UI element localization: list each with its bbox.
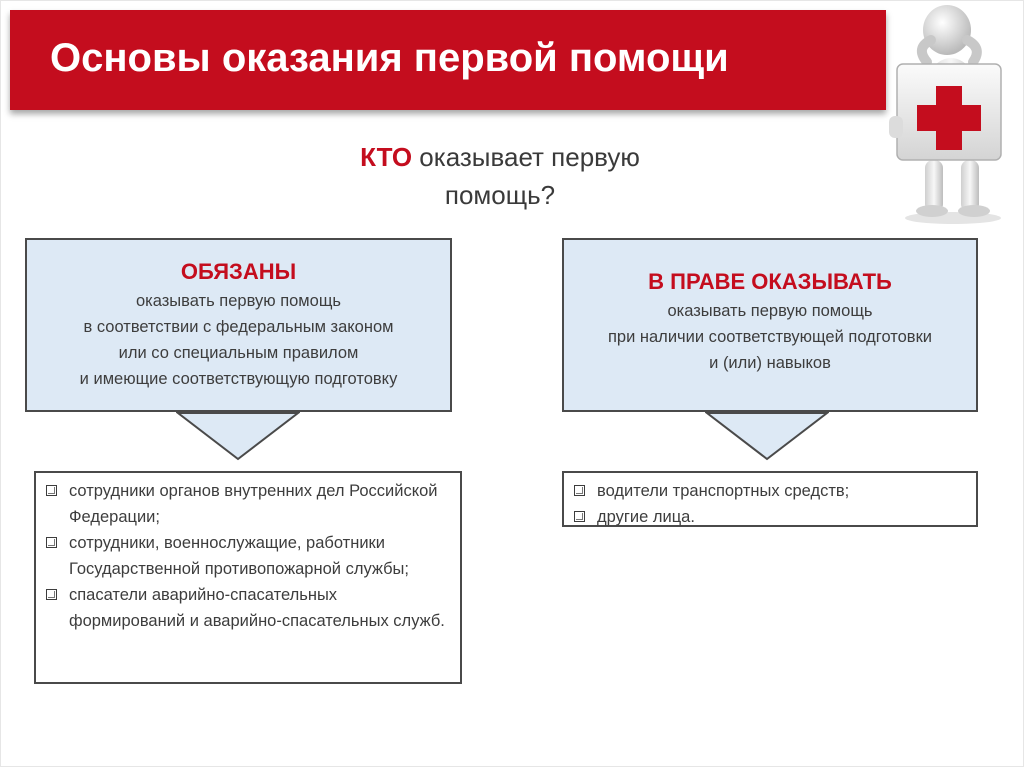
list-item-text: водители транспортных средств; (597, 482, 850, 500)
checkbox-bullet-icon (46, 485, 57, 496)
obligated-box (25, 238, 452, 412)
entitled-line: и (или) навыков (709, 354, 831, 372)
obligated-line: или со специальным правилом (118, 344, 359, 362)
obligated-line: оказывать первую помощь (135, 292, 341, 310)
entitled-line: при наличии соответствующей подготовки (607, 328, 933, 346)
list-item (574, 504, 968, 530)
first-aid-kit-figure-icon (885, 0, 1015, 230)
list-item (46, 530, 452, 582)
list-item-text: спасатели аварийно-спасательных формирований и аварийно-спасательных служб. (69, 586, 445, 630)
question-accent: КТО (360, 142, 413, 172)
title-bar (10, 10, 886, 110)
obligated-line: в соответствии с федеральным законом (83, 318, 394, 336)
entitled-line: оказывать первую помощь (667, 302, 873, 320)
list-item-text: сотрудники, военнослужащие, работники Государственной противопожарной службы; (69, 534, 409, 578)
entitled-title: В ПРАВЕ ОКАЗЫВАТЬ (648, 269, 892, 294)
checkbox-bullet-icon (574, 511, 585, 522)
question-text (320, 138, 680, 214)
checkbox-bullet-icon (46, 537, 57, 548)
slide-title: Основы оказания первой помощи (50, 36, 729, 80)
list-item (46, 582, 452, 634)
entitled-list (562, 471, 978, 527)
checkbox-bullet-icon (46, 589, 57, 600)
entitled-box (562, 238, 978, 412)
list-item-text: сотрудники органов внутренних дел Российской Федерации; (69, 482, 438, 526)
checkbox-bullet-icon (574, 485, 585, 496)
down-arrow-icon (176, 412, 300, 462)
list-item (46, 478, 452, 530)
list-item-text: другие лица. (597, 508, 695, 526)
down-arrow-icon (705, 412, 829, 462)
obligated-list (34, 471, 462, 684)
question-rest: оказывает первую помощь? (412, 142, 640, 210)
obligated-line: и имеющие соответствующую подготовку (79, 370, 398, 388)
list-item (574, 478, 968, 504)
obligated-title: ОБЯЗАНЫ (180, 259, 297, 284)
